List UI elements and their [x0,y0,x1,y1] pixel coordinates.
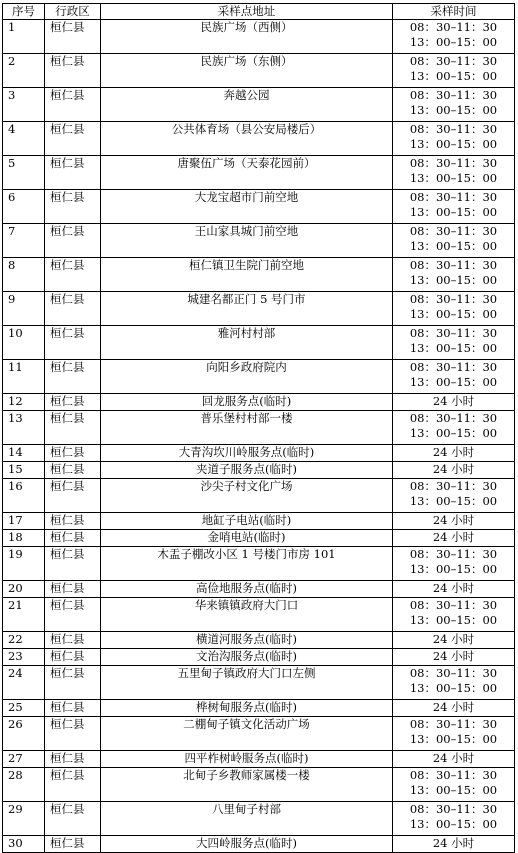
row-number: 27 [3,751,45,768]
time-range-morning: 08：30–11：30 [409,768,498,782]
time-range-morning: 08：30–11：30 [409,360,498,374]
table-row [3,717,515,751]
table-row [3,802,515,836]
row-address: 普乐堡村村部一楼 [101,411,393,445]
table-row [3,547,515,581]
table-row [3,530,515,547]
time-range-afternoon: 13：00–15：00 [409,817,498,831]
table-row [3,649,515,666]
row-number: 2 [3,54,45,88]
header-address: 采样点地址 [101,4,393,20]
time-range-afternoon: 13：00–15：00 [409,783,498,797]
header-no: 序号 [3,4,45,20]
row-number: 6 [3,190,45,224]
time-range-morning: 08：30–11：30 [409,224,498,238]
row-address: 奔越公园 [101,88,393,122]
row-district: 桓仁县 [45,751,101,768]
time-range-afternoon: 13：00–15：00 [409,732,498,746]
row-district: 桓仁县 [45,768,101,802]
row-address: 横道河服务点(临时) [101,632,393,649]
row-district: 桓仁县 [45,394,101,411]
time-range-morning: 24 小时 [432,530,475,544]
row-time [393,598,515,632]
row-district: 桓仁县 [45,836,101,853]
row-time [393,649,515,666]
row-district: 桓仁县 [45,88,101,122]
table-header-row [3,4,515,20]
row-address: 四平柞树岭服务点(临时) [101,751,393,768]
row-number: 24 [3,666,45,700]
time-range-morning: 08：30–11：30 [409,88,498,102]
row-number: 10 [3,326,45,360]
table-row [3,292,515,326]
row-number: 5 [3,156,45,190]
row-time [393,751,515,768]
row-address: 大龙宝超市门前空地 [101,190,393,224]
row-number: 25 [3,700,45,717]
row-district: 桓仁县 [45,292,101,326]
row-number: 22 [3,632,45,649]
row-address: 桓仁镇卫生院门前空地 [101,258,393,292]
time-range-morning: 24 小时 [432,581,475,595]
table-row [3,88,515,122]
row-time [393,700,515,717]
row-time [393,122,515,156]
table-row [3,394,515,411]
row-address: 回龙服务点(临时) [101,394,393,411]
time-range-morning: 08：30–11：30 [409,156,498,170]
time-range-afternoon: 13：00–15：00 [409,341,498,355]
row-district: 桓仁县 [45,54,101,88]
row-time [393,54,515,88]
table-row [3,224,515,258]
row-time [393,360,515,394]
row-time [393,632,515,649]
time-range-morning: 24 小时 [432,700,475,714]
row-address: 民族广场（西侧） [101,20,393,54]
row-district: 桓仁县 [45,224,101,258]
row-number: 14 [3,445,45,462]
table-row [3,54,515,88]
time-range-morning: 24 小时 [432,836,475,850]
row-number: 28 [3,768,45,802]
table-row [3,258,515,292]
row-time [393,836,515,853]
row-address: 大青沟坎川岭服务点(临时) [101,445,393,462]
row-address: 桦树甸服务点(临时) [101,700,393,717]
row-district: 桓仁县 [45,530,101,547]
row-time [393,547,515,581]
time-range-afternoon: 13：00–15：00 [409,426,498,440]
time-range-morning: 08：30–11：30 [409,54,498,68]
row-time [393,292,515,326]
time-range-morning: 24 小时 [432,445,475,459]
row-time [393,462,515,479]
time-range-morning: 08：30–11：30 [409,802,498,816]
row-district: 桓仁县 [45,513,101,530]
row-number: 7 [3,224,45,258]
table-row [3,513,515,530]
row-district: 桓仁县 [45,20,101,54]
row-time [393,581,515,598]
row-number: 8 [3,258,45,292]
row-address: 唐聚伍广场（天泰花园前） [101,156,393,190]
row-time [393,88,515,122]
row-district: 桓仁县 [45,156,101,190]
time-range-afternoon: 13：00–15：00 [409,137,498,151]
row-time [393,717,515,751]
table-row [3,666,515,700]
row-time [393,326,515,360]
row-address: 向阳乡政府院内 [101,360,393,394]
row-district: 桓仁县 [45,360,101,394]
row-time [393,666,515,700]
row-number: 16 [3,479,45,513]
row-number: 29 [3,802,45,836]
row-address: 木盂子棚改小区 1 号楼门市房 101 [101,547,393,581]
row-district: 桓仁县 [45,717,101,751]
table-row [3,751,515,768]
row-time [393,530,515,547]
row-address: 五里甸子镇政府大门口左侧 [101,666,393,700]
time-range-morning: 08：30–11：30 [409,411,498,425]
table-row [3,836,515,853]
row-address: 华来镇镇政府大门口 [101,598,393,632]
row-number: 3 [3,88,45,122]
table-row [3,581,515,598]
row-district: 桓仁县 [45,802,101,836]
row-number: 11 [3,360,45,394]
row-number: 4 [3,122,45,156]
row-district: 桓仁县 [45,445,101,462]
table-row [3,479,515,513]
time-range-morning: 08：30–11：30 [409,20,498,34]
row-address: 八里甸子村部 [101,802,393,836]
header-district: 行政区 [45,4,101,20]
time-range-afternoon: 13：00–15：00 [409,494,498,508]
row-address: 地缸子电站(临时) [101,513,393,530]
table-row [3,768,515,802]
row-time [393,258,515,292]
time-range-morning: 08：30–11：30 [409,326,498,340]
row-address: 雅河村村部 [101,326,393,360]
time-range-morning: 24 小时 [432,513,475,527]
table-row [3,156,515,190]
row-district: 桓仁县 [45,581,101,598]
time-range-afternoon: 13：00–15：00 [409,103,498,117]
row-number: 26 [3,717,45,751]
time-range-afternoon: 13：00–15：00 [409,239,498,253]
time-range-afternoon: 13：00–15：00 [409,681,498,695]
row-address: 王山家具城门前空地 [101,224,393,258]
time-range-afternoon: 13：00–15：00 [409,307,498,321]
time-range-morning: 08：30–11：30 [409,717,498,731]
row-time [393,394,515,411]
row-time [393,768,515,802]
row-number: 15 [3,462,45,479]
time-range-afternoon: 13：00–15：00 [409,171,498,185]
row-address: 北甸子乡教师家属楼一楼 [101,768,393,802]
time-range-morning: 08：30–11：30 [409,479,498,493]
table-row [3,445,515,462]
time-range-morning: 24 小时 [432,632,475,646]
table-row [3,462,515,479]
row-address: 民族广场（东侧） [101,54,393,88]
table-row [3,360,515,394]
row-district: 桓仁县 [45,479,101,513]
time-range-afternoon: 13：00–15：00 [409,562,498,576]
row-district: 桓仁县 [45,190,101,224]
row-time [393,156,515,190]
sampling-sites-table [2,3,515,853]
time-range-morning: 24 小时 [432,649,475,663]
table-row [3,598,515,632]
table-row [3,20,515,54]
table-body [3,20,515,853]
time-range-afternoon: 13：00–15：00 [409,375,498,389]
time-range-afternoon: 13：00–15：00 [409,613,498,627]
row-number: 23 [3,649,45,666]
row-address: 文治沟服务点(临时) [101,649,393,666]
row-district: 桓仁县 [45,122,101,156]
table-row [3,700,515,717]
row-district: 桓仁县 [45,462,101,479]
row-time [393,445,515,462]
row-district: 桓仁县 [45,700,101,717]
time-range-morning: 24 小时 [432,394,475,408]
row-district: 桓仁县 [45,598,101,632]
row-district: 桓仁县 [45,649,101,666]
row-district: 桓仁县 [45,326,101,360]
row-address: 金哨电站(临时) [101,530,393,547]
row-number: 9 [3,292,45,326]
row-number: 13 [3,411,45,445]
row-time [393,513,515,530]
row-time [393,20,515,54]
time-range-morning: 08：30–11：30 [409,666,498,680]
row-number: 1 [3,20,45,54]
row-address: 二棚甸子镇文化活动广场 [101,717,393,751]
row-district: 桓仁县 [45,411,101,445]
row-number: 20 [3,581,45,598]
row-district: 桓仁县 [45,547,101,581]
time-range-afternoon: 13：00–15：00 [409,205,498,219]
time-range-morning: 08：30–11：30 [409,598,498,612]
time-range-morning: 24 小时 [432,462,475,476]
time-range-morning: 24 小时 [432,751,475,765]
time-range-morning: 08：30–11：30 [409,292,498,306]
row-district: 桓仁县 [45,666,101,700]
time-range-afternoon: 13：00–15：00 [409,35,498,49]
time-range-afternoon: 13：00–15：00 [409,273,498,287]
row-time [393,411,515,445]
row-time [393,802,515,836]
time-range-morning: 08：30–11：30 [409,122,498,136]
header-time: 采样时间 [393,4,515,20]
time-range-morning: 08：30–11：30 [409,190,498,204]
table-row [3,190,515,224]
time-range-afternoon: 13：00–15：00 [409,69,498,83]
table-row [3,122,515,156]
row-address: 公共体育场（县公安局楼后） [101,122,393,156]
row-number: 30 [3,836,45,853]
row-address: 夹道子服务点(临时) [101,462,393,479]
row-number: 17 [3,513,45,530]
row-address: 大四岭服务点(临时) [101,836,393,853]
time-range-morning: 08：30–11：30 [409,547,498,561]
row-number: 18 [3,530,45,547]
row-time [393,224,515,258]
row-address: 沙尖子村文化广场 [101,479,393,513]
row-address: 高俭地服务点(临时) [101,581,393,598]
row-district: 桓仁县 [45,258,101,292]
row-district: 桓仁县 [45,632,101,649]
table-row [3,632,515,649]
row-number: 21 [3,598,45,632]
table-row [3,326,515,360]
row-time [393,190,515,224]
row-number: 12 [3,394,45,411]
time-range-morning: 08：30–11：30 [409,258,498,272]
row-number: 19 [3,547,45,581]
row-address: 城建名都正门 5 号门市 [101,292,393,326]
table-row [3,411,515,445]
row-time [393,479,515,513]
